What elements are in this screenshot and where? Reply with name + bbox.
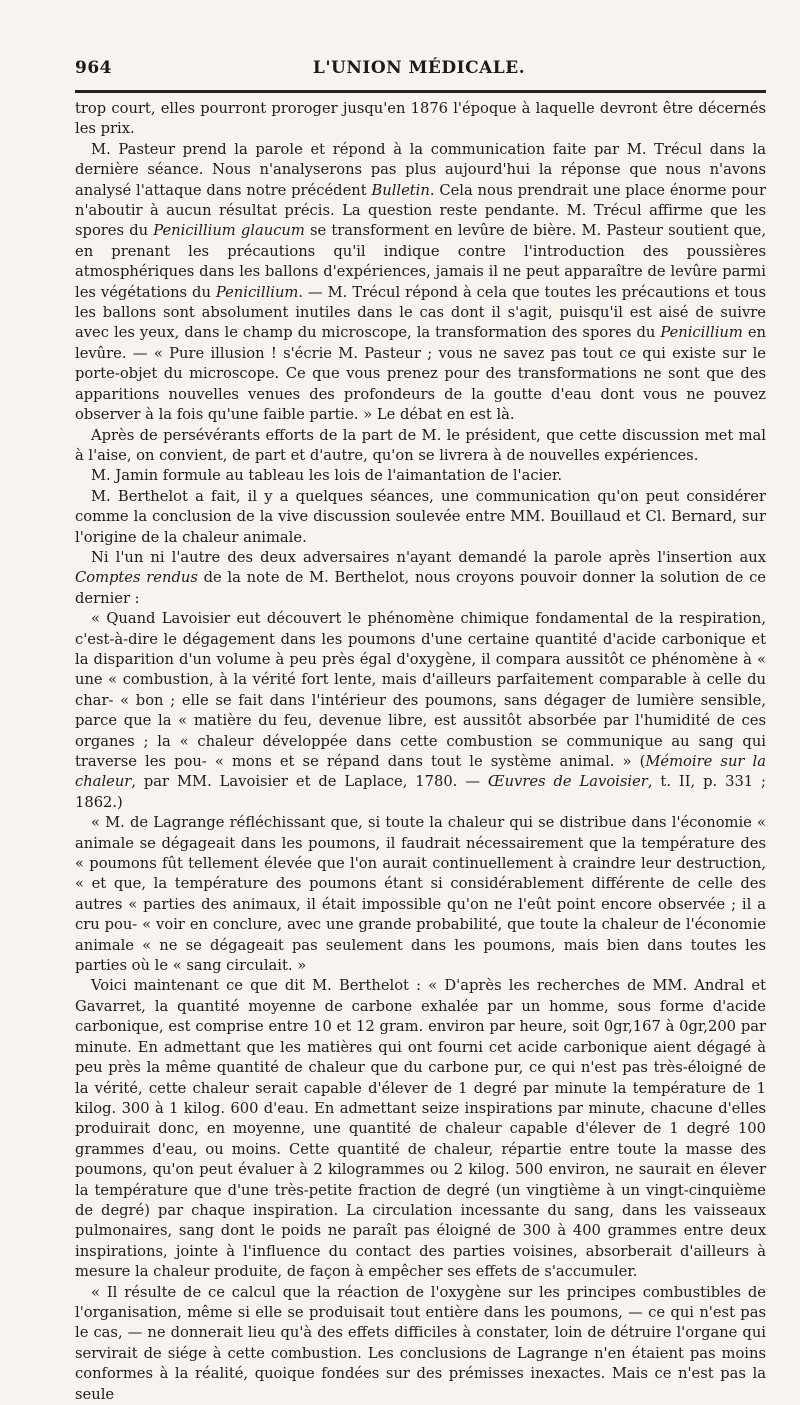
paragraph-text: trop court, elles pourront proroger jusqu'en 1876 l'époque à laquelle devront être décernés les prix.: [75, 100, 766, 138]
paragraph-text: Ni l'un ni l'autre des deux adversaires n'ayant demandé la parole après l'insertion aux: [91, 548, 766, 566]
paragraph-text: , par MM. Lavoisier et de Laplace, 1780. —: [131, 773, 488, 791]
italic-text: Œuvres de Lavoisier: [487, 773, 648, 791]
article-body: [75, 99, 766, 1405]
paragraph: [75, 813, 766, 976]
paragraph-text: de la note de M. Berthelot, nous croyons pouvoir donner la solution de ce dernier :: [75, 569, 766, 607]
paragraph: [75, 609, 766, 813]
paragraph-text: M. Jamin formule au tableau les lois de l'aimantation de l'acier.: [91, 467, 563, 485]
paragraph: [75, 976, 766, 1282]
page-number: 964: [75, 58, 112, 78]
paragraph: [75, 426, 766, 467]
italic-text: Penicillium: [660, 324, 743, 342]
italic-text: Mémoire sur la chaleur: [75, 753, 766, 791]
paragraph: [75, 1283, 766, 1405]
italic-text: Comptes rendus: [75, 569, 198, 587]
paragraph-text: . — M. Trécul répond à cela que toutes les précautions et tous les ballons sont absolument inutiles dans le cas dont il s'agit, puisqu'il est aisé de suivre avec les yeux, dans le champ du microscope, la transformation des spores du: [75, 283, 766, 342]
page-header: [75, 58, 766, 84]
paragraph: [75, 487, 766, 548]
journal-page: [75, 58, 766, 1403]
paragraph-text: « M. de Lagrange réfléchissant que, si toute la chaleur qui se distribue dans l'économie « animale se dégageait dans les poumons, il faudrait nécessairement que la température des « poumons fût tellement élevée que l'on aurait continuellement à craindre leur destruction, « et que, la température des poumons étant si considérablement différente de celle des autres « parties des animaux, il était impossible qu'on ne l'eût point encore observée ; il a cru pou- « voir en conclure, avec une grande probabilité, que toute la chaleur de l'économie animale « ne se dégageait pas seulement dans les poumons, mais bien dans toutes les parties où le « sang circulait. »: [75, 814, 766, 975]
paragraph: [75, 99, 766, 140]
paragraph: [75, 140, 766, 426]
paragraph-text: Après de persévérants efforts de la part de M. le président, que cette discussion met mal à l'aise, on convient, de part et d'autre, qu'on se livrera à de nouvelles expériences.: [75, 426, 766, 464]
running-title: L'UNION MÉDICALE.: [312, 58, 526, 78]
paragraph-text: M. Pasteur prend la parole et répond à la communication faite par M. Trécul dans la dernière séance. Nous n'analyserons pas plus aujourd'hui la réponse que nous n'avons analysé l'attaque dans notre précédent: [75, 140, 766, 199]
paragraph: [75, 548, 766, 609]
paragraph-text: se transforment en levûre de bière. M. Pasteur soutient que, en prenant les précautions qu'il indique contre l'introduction des poussières atmosphériques dans les ballons d'expériences, jamais il ne peut apparaître de levûre parmi les végétations du: [75, 222, 766, 301]
paragraph: [75, 466, 766, 486]
paragraph-text: « Il résulte de ce calcul que la réaction de l'oxygène sur les principes combustibles de l'organisation, même si elle se produisait tout entière dans les poumons, — ce qui n'est pas le cas, — ne donnerait lieu qu'à des effets difficiles à constater, loin de détruire l'organe qui servirait de siége à cette combustion. Les conclusions de Lagrange n'en étaient pas moins conformes à la réalité, quoique fondées sur des prémisses inexactes. Mais ce n'est pas la seule: [75, 1283, 766, 1403]
italic-text: Bulletin: [371, 181, 430, 199]
paragraph-text: . Cela nous prendrait une place énorme pour n'aboutir à aucun résultat précis. La question reste pendante. M. Trécul affirme que les spores du: [75, 181, 766, 240]
header-rule: [75, 90, 766, 93]
paragraph-text: Voici maintenant ce que dit M. Berthelot : « D'après les recherches de MM. Andral et Gavarret, la quantité moyenne de carbone exhalée par un homme, sous forme d'acide carbonique, est comprise entre 10 et 12 gram. environ par heure, soit 0gr,167 à 0gr,200 par minute. En admettant que les matières qui ont fourni cet acide carbonique aient dégagé à peu près la même quantité de chaleur que du carbone pur, ce qui n'est pas très-éloigné de la vérité, cette chaleur serait capable d'élever de 1 degré par minute la température de 1 kilog. 300 à 1 kilog. 600 d'eau. En admettant seize inspirations par minute, chacune d'elles produirait donc, en moyenne, une quantité de chaleur capable d'élever de 1 degré 100 grammes d'eau, ou moins. Cette quantité de chaleur, répartie entre toute la masse des poumons, qu'on peut évaluer à 2 kilogrammes ou 2 kilog. 500 environ, ne saurait en élever la température que d'une très-petite fraction de degré (un vingtième à un vingt-cinquième de degré) par chaque inspiration. La circulation incessante du sang, dans les vaisseaux pulmonaires, sang dont le poids ne paraît pas éloigné de 300 à 400 grammes entre deux inspirations, jointe à l'influence du contact des parties voisines, absorberait d'ailleurs à mesure la chaleur produite, de façon à empêcher ses effets de s'accumuler.: [75, 977, 766, 1281]
italic-text: Penicillium glaucum: [153, 222, 305, 240]
paragraph-text: M. Berthelot a fait, il y a quelques séances, une communication qu'on peut considérer comme la conclusion de la vive discussion soulevée entre MM. Bouillaud et Cl. Bernard, sur l'origine de la chaleur animale.: [75, 487, 766, 546]
paragraph-text: , t. II, p. 331 ; 1862.): [75, 773, 766, 811]
italic-text: Penicillium: [215, 283, 299, 301]
paragraph-text: en levûre. — « Pure illusion ! s'écrie M. Pasteur ; vous ne savez pas tout ce qui existe sur le porte-objet du microscope. Ce que vous prenez pour des transformations ne sont que des apparitions nouvelles venues des profondeurs de la goutte d'eau dont vous ne pouvez observer à la fois qu'une faible partie. » Le débat en est là.: [75, 324, 766, 424]
paragraph-text: « Quand Lavoisier eut découvert le phénomène chimique fondamental de la respiration, c'est-à-dire le dégagement dans les poumons d'une certaine quantité d'acide carbonique et la disparition d'un volume à peu près égal d'oxygène, il compara aussitôt ce phénomène à « une « combustion, à la vérité fort lente, mais d'ailleurs parfaitement comparable à celle du char- « bon ; elle se fait dans l'intérieur des poumons, sans dégager de lumière sensible, parce que la « matière du feu, devenue libre, est aussitôt absorbée par l'humidité de ces organes ; la « chaleur développée dans cette combustion se communique au sang qui traverse les pou- « mons et se répand dans tout le système animal. » (: [75, 610, 766, 770]
